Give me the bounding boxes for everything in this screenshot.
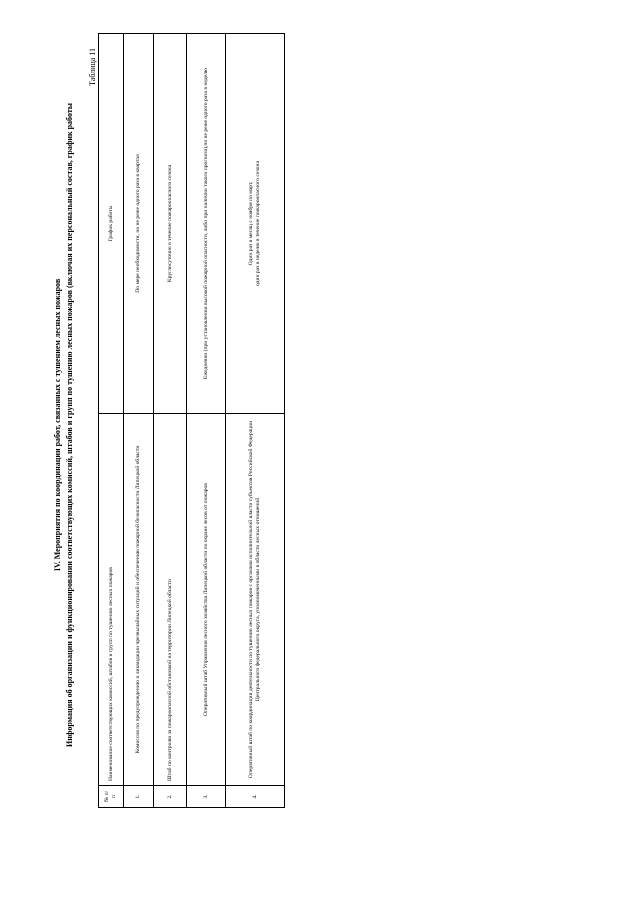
header-schedule: График работы	[99, 34, 124, 414]
table-row	[124, 34, 154, 808]
row-schedule-line2: один раз в неделю в течение пожароопасного сезона	[255, 161, 261, 286]
table-label: Таблица 11	[88, 48, 97, 86]
table-row	[154, 34, 187, 808]
table-row	[187, 34, 226, 808]
row-num: 3.	[187, 786, 226, 808]
row-name: Штаб по контролю за пожароопасной обстановкой на территории Липецкой области	[154, 414, 187, 786]
row-name: Оперативный штаб Управления лесного хозяйства Липецкой области по охране лесов от пожаров	[187, 414, 226, 786]
row-schedule: Ежедневно (при установлении высокой пожарной опасности, либо при наличии такого прогноза),но не реже одного раза в неделю	[187, 34, 226, 414]
header-num: № п/п	[99, 786, 124, 808]
commissions-table	[98, 33, 285, 808]
table-header-row	[99, 34, 124, 808]
row-name: Комиссия по предупреждению и ликвидации чрезвычайных ситуаций и обеспечению пожарной безопасности Липецкой области	[124, 414, 154, 786]
row-num: 2.	[154, 786, 187, 808]
row-num: 1.	[124, 786, 154, 808]
row-schedule: По мере необходимости, но не реже одного раза в квартал	[124, 34, 154, 414]
section-subtitle: Информация об организации и функционировании соответствующих комиссий, штабов и групп по тушению лесных пожаров (включая их персональный состав, график работы	[65, 102, 74, 748]
row-name: Оперативный штаб по координации деятельности по тушению лесных пожаров с органами исполнительной власти субъектов Российской Федерации Центрального федерального округа, уполномоченными в области лесных отношений	[226, 414, 285, 786]
row-schedule-line1: Один раз в месяц с ноября по март,	[248, 181, 254, 266]
section-title: IV. Мероприятия по координации работ, связанных с тушением лесных пожаров	[53, 278, 62, 572]
table-row	[226, 34, 285, 808]
row-schedule	[226, 34, 285, 414]
row-schedule: Круглосуточно в течение пожароопасного сезона	[154, 34, 187, 414]
row-num: 4.	[226, 786, 285, 808]
header-name: Наименование соответствующих комиссий, штабов и групп по тушению лесных пожаров	[99, 414, 124, 786]
